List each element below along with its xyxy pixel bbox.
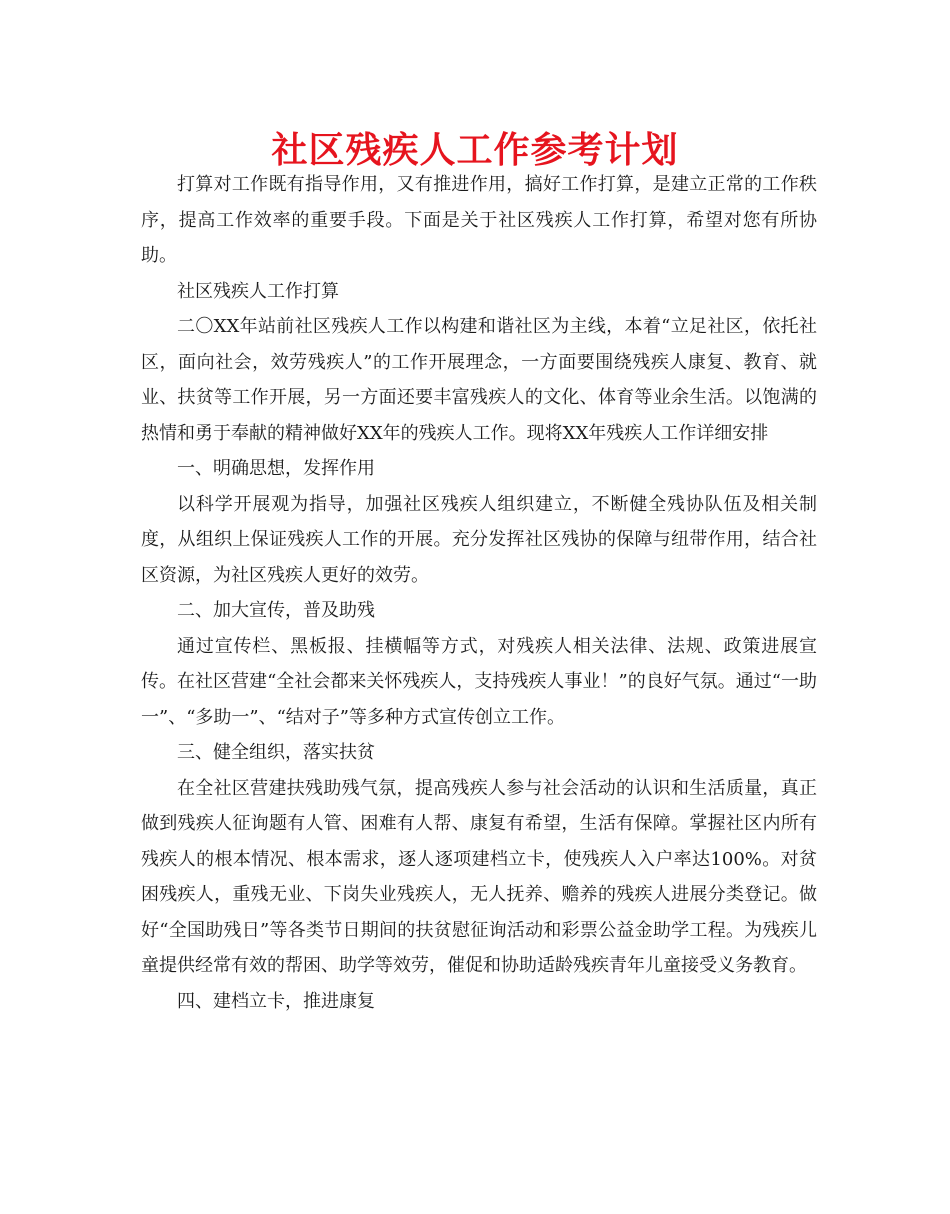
document-body [141, 167, 817, 1019]
section-heading-2: 二、加大宣传，普及助残 [177, 600, 375, 621]
paragraph-overview: 二〇XX年站前社区残疾人工作以构建和谐社区为主线，本着“立足社区，依托社区，面向社会，效劳残疾人”的工作开展理念，一方面要围绕残疾人康复、教育、就业、扶贫等工作开展，另一方面还要丰富残疾人的文化、体育等业余生活。以饱满的热情和勇于奉献的精神做好XX年的残疾人工作。现将XX年残疾人工作详细安排 [141, 316, 817, 444]
paragraph-intro: 打算对工作既有指导作用，又有推进作用，搞好工作打算，是建立正常的工作秩序，提高工作效率的重要手段。下面是关于社区残疾人工作打算，希望对您有所协助。 [141, 174, 817, 266]
paragraph-section-3: 在全社区营建扶残助残气氛，提高残疾人参与社会活动的认识和生活质量，真正做到残疾人征询题有人管、困难有人帮、康复有希望，生活有保障。掌握社区内所有残疾人的根本情况、根本需求，逐人逐项建档立卡，使残疾人入户率达100%。对贫困残疾人，重残无业、下岗失业残疾人，无人抚养、赡养的残疾人进展分类登记。做好“全国助残日”等各类节日期间的扶贫慰征询活动和彩票公益金助学工程。为残疾儿童提供经常有效的帮困、助学等效劳，催促和协助适龄残疾青年儿童接受义务教育。 [141, 777, 817, 976]
section-heading-3: 三、健全组织，落实扶贫 [177, 742, 375, 763]
paragraph-section-2: 通过宣传栏、黑板报、挂横幅等方式，对残疾人相关法律、法规、政策进展宣传。在社区营建“全社会都来关怀残疾人，支持残疾人事业！”的良好气氛。通过“一助一”、“多助一”、“结对子”等多种方式宣传创立工作。 [141, 635, 817, 728]
paragraph-section-1: 以科学开展观为指导，加强社区残疾人组织建立，不断健全残协队伍及相关制度，从组织上保证残疾人工作的开展。充分发挥社区残协的保障与纽带作用，结合社区资源，为社区残疾人更好的效劳。 [141, 493, 817, 586]
section-heading-4: 四、建档立卡，推进康复 [177, 990, 375, 1012]
paragraph-subheading: 社区残疾人工作打算 [177, 280, 339, 302]
document-title: 社区残疾人工作参考计划 [271, 129, 679, 171]
section-heading-1: 一、明确思想，发挥作用 [177, 458, 375, 479]
